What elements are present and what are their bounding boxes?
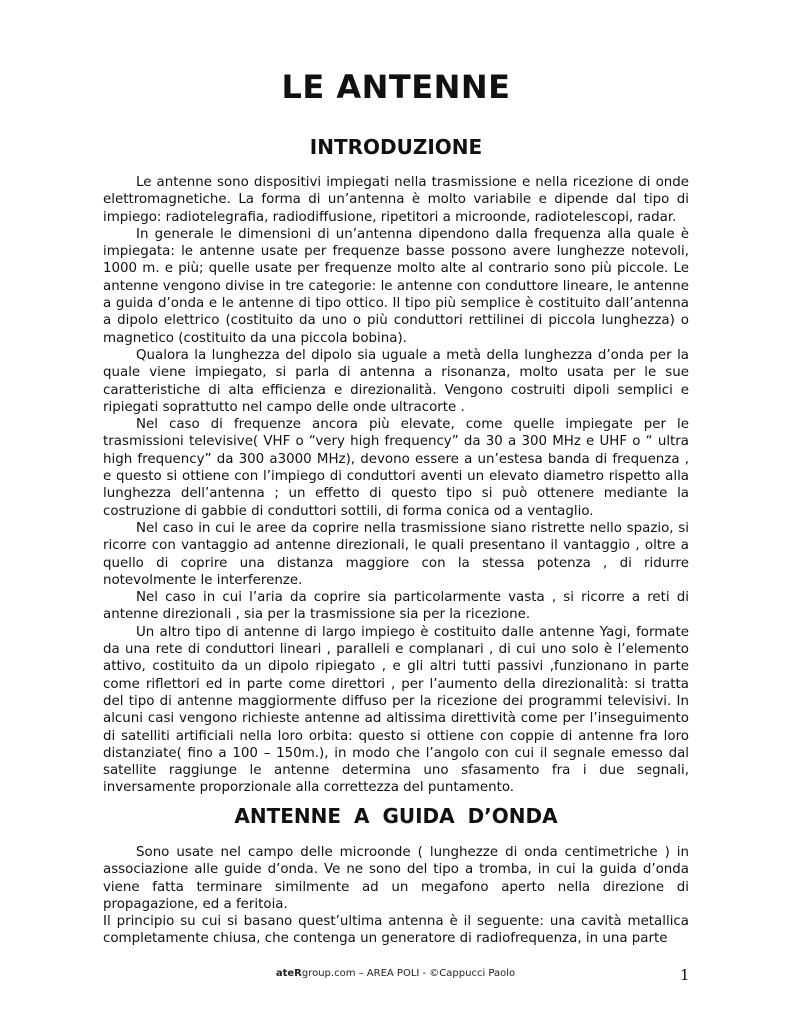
section-heading-introduzione: INTRODUZIONE — [309, 135, 483, 159]
section-heading-antenne-guida-onda: ANTENNE A GUIDA D’ONDA — [234, 804, 558, 828]
page-number: 1 — [680, 966, 690, 984]
paragraph: Le antenne sono dispositivi impiegati nella trasmissione e nella ricezione di onde elettromagnetiche. La forma di un’antenna è molto variabile e dipende dal tipo di impiego: radiotelegrafia, radiodiffusione, ripetitori a microonde, radiotelescopi, radar. — [103, 175, 689, 225]
page-footer — [0, 968, 791, 979]
footer-text: group.com – AREA POLI - ©Cappucci Paolo — [301, 968, 516, 979]
paragraph: Il principio su cui si basano quest’ultima antenna è il seguente: una cavità metallica completamente chiusa, che contenga un generatore di radiofrequenza, in una parte — [103, 914, 689, 947]
paragraph: Nel caso in cui l’aria da coprire sia particolarmente vasta , si ricorre a reti di antenne direzionali , sia per la trasmissione sia per la ricezione. — [103, 590, 689, 623]
paragraph: Nel caso di frequenze ancora più elevate, come quelle impiegate per le trasmissioni televisive( VHF o “very high frequency” da 30 a 300 MHz e UHF o “ ultra high frequency” da 300 a3000 MHz), devono essere a un’estesa banda di frequenza , e questo si ottiene con l’impiego di conduttori aventi un elevato diametro rispetto alla lunghezza dell’antenna ; un effetto di questo tipo si può ottenere mediante la costruzione di gabbie di conduttori sottili, di forma conica od a ventaglio. — [103, 417, 689, 519]
paragraph: Qualora la lunghezza del dipolo sia uguale a metà della lunghezza d’onda per la quale viene impiegato, si parla di antenna a risonanza, molto usata per le sue caratteristiche di alta efficienza e direzionalità. Vengono costruiti dipoli semplici e ripiegati soprattutto nel campo delle onde ultracorte . — [103, 347, 689, 415]
section-body-antenne-guida-onda — [103, 844, 689, 948]
footer-brand: ateR — [275, 968, 302, 979]
paragraph: In generale le dimensioni di un’antenna dipendono dalla frequenza alla quale è impiegata: le antenne usate per frequenze basse possono avere lunghezze notevoli, 1000 m. e più; quelle usate per frequenze molto alte al contrario sono più piccole. Le antenne vengono divise in tre categorie: le antenne con conduttore lineare, le antenne a guida d’onda e le antenne di tipo ottico. Il tipo più semplice è costituito dall’antenna a dipolo elettrico (costituito da uno o più conduttori rettilinei di piccola lunghezza) o magnetico (costituito da una piccola bobina). — [103, 226, 689, 346]
paragraph: Un altro tipo di antenne di largo impiego è costituito dalle antenne Yagi, formate da una rete di conduttori lineari , paralleli e complanari , di cui uno solo è l’elemento attivo, costituito da un dipolo ripiegato , e gli altri tutti passivi ,funzionano in parte come riflettori ed in parte come direttori , per l’aumento della direzionalità: si tratta del tipo di antenne maggiormente diffuso per la ricezione dei programmi televisivi. In alcuni casi vengono richieste antenne ad altissima direttività come per l’inseguimento di satelliti artificiali nella loro orbita: questo si ottiene con coppie di antenne fra loro distanziate( fino a 100 – 150m.), in modo che l’angolo con cui il segnale emesso dal satellite raggiunge le antenne determina uno sfasamento fra i due segnali, inversamente proporzionale alla correttezza del puntamento. — [103, 624, 689, 796]
document-title: LE ANTENNE — [281, 68, 511, 106]
paragraph: Nel caso in cui le aree da coprire nella trasmissione siano ristrette nello spazio, si ricorre con vantaggio ad antenne direzionali, le quali presentano il vantaggio , oltre a quello di coprire una distanza maggiore con la stessa potenza , di ridurre notevolmente le interferenze. — [103, 520, 689, 588]
paragraph: Sono usate nel campo delle microonde ( lunghezze di onda centimetriche ) in associazione alle guide d’onda. Ve ne sono del tipo a tromba, in cui la guida d’onda viene fatta terminare similmente ad un megafono aperto nella direzione di propagazione, ed a feritoia. — [103, 845, 689, 912]
section-body-introduzione — [103, 174, 689, 797]
